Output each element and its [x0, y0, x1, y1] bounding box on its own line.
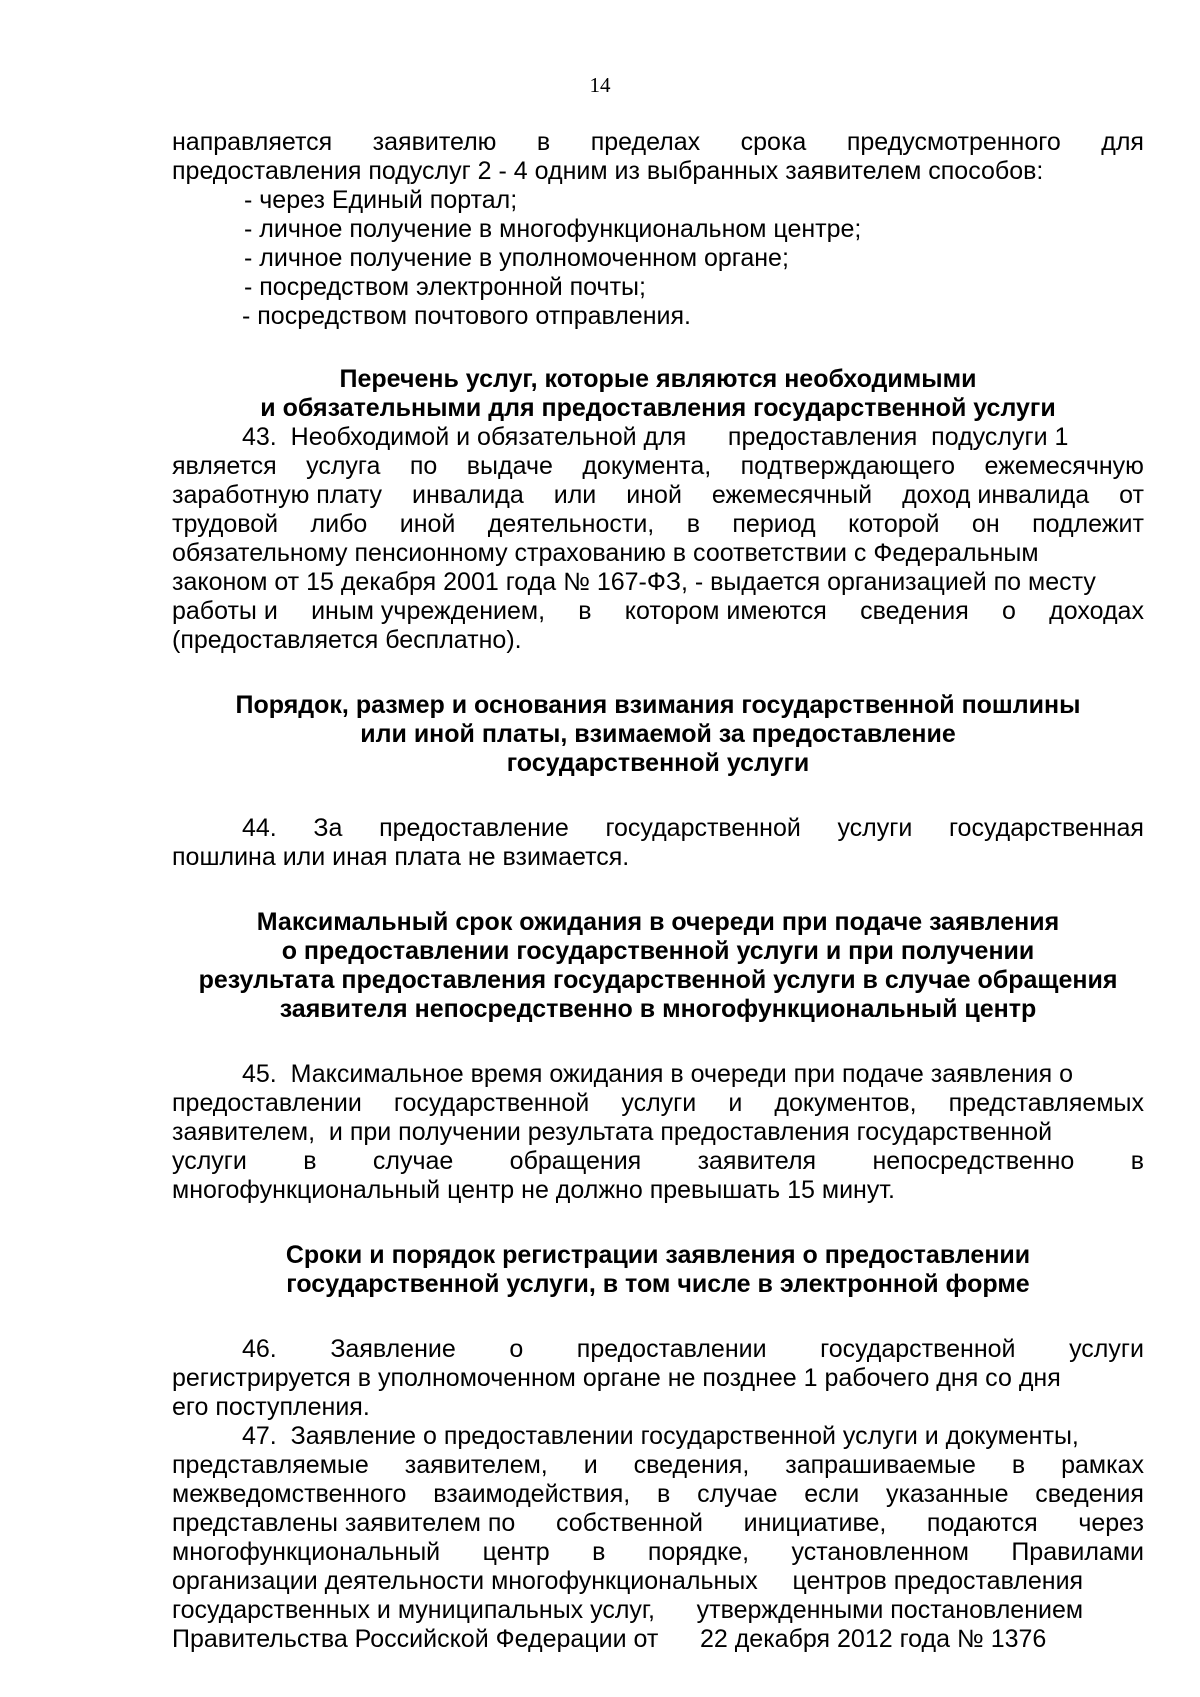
list-item: - посредством почтового отправления.: [242, 302, 691, 330]
word: и: [583, 1451, 598, 1479]
page-number: 14: [589, 73, 611, 97]
word: о: [509, 1335, 524, 1363]
word: в: [657, 1480, 671, 1508]
word: порядке,: [647, 1538, 750, 1566]
word: инвалида: [412, 481, 524, 509]
justified-line: [172, 1089, 1144, 1118]
word: взаимодействия,: [433, 1480, 631, 1508]
word: предусмотренного: [846, 128, 1061, 156]
word: предоставление: [379, 814, 569, 842]
section-heading-line: Перечень услуг, которые являются необходимыми: [339, 365, 977, 393]
word: услуги: [172, 1147, 247, 1175]
word: рамках: [1061, 1451, 1144, 1479]
word: заявителю: [372, 128, 497, 156]
word: ежемесячный: [711, 481, 873, 509]
list-item: - личное получение в уполномоченном органе;: [244, 244, 789, 272]
word: выдаче: [466, 452, 553, 480]
word: через: [1078, 1509, 1144, 1537]
section-heading-line: Максимальный срок ожидания в очереди при подаче заявления: [256, 908, 1060, 936]
word: 46.: [242, 1335, 277, 1363]
section-heading-line: или иной платы, взимаемой за предоставление: [360, 720, 956, 748]
word: собственной: [555, 1509, 704, 1537]
word: для: [1101, 128, 1144, 156]
word: период: [732, 510, 816, 538]
word: либо: [310, 510, 368, 538]
word: по: [409, 452, 438, 480]
list-item: - личное получение в многофункциональном центре;: [244, 215, 862, 243]
justified-line: [172, 597, 1144, 626]
word: сведения: [1035, 1480, 1144, 1508]
justified-line: [172, 1509, 1144, 1538]
word: государственной: [820, 1335, 1016, 1363]
word: услуги: [837, 814, 913, 842]
word: государственная: [948, 814, 1144, 842]
word: установленном: [791, 1538, 969, 1566]
word: государственной: [393, 1089, 590, 1117]
text-line: организации деятельности многофункциональных центров предоставления: [172, 1567, 1084, 1595]
word: котором имеются: [624, 597, 827, 625]
justified-line: [172, 1451, 1144, 1480]
word: представлены заявителем по: [172, 1509, 516, 1537]
word: случае: [372, 1147, 454, 1175]
word: многофункциональный: [172, 1538, 441, 1566]
word: в: [1130, 1147, 1144, 1175]
section-heading-line: государственной услуги, в том числе в электронной форме: [286, 1270, 1030, 1298]
word: Правилами: [1011, 1538, 1144, 1566]
word: в: [303, 1147, 317, 1175]
section-heading-line: о предоставлении государственной услуги и при получении: [281, 937, 1035, 965]
word: в: [578, 597, 592, 625]
justified-line: [172, 1538, 1144, 1567]
word: документов,: [774, 1089, 917, 1117]
justified-line: [172, 128, 1144, 157]
word: пределах: [590, 128, 701, 156]
word: деятельности,: [487, 510, 655, 538]
paragraph-45-line: 45. Максимальное время ожидания в очереди при подаче заявления о: [242, 1060, 1074, 1088]
word: в: [592, 1538, 606, 1566]
text-line: (предоставляется бесплатно).: [172, 626, 522, 654]
paragraph-47-line: 47. Заявление о предоставлении государственной услуги и документы,: [242, 1422, 1079, 1450]
word: заявителем,: [404, 1451, 548, 1479]
justified-line: [172, 452, 1144, 481]
word: подлежит: [1032, 510, 1144, 538]
word: предоставлении: [576, 1335, 767, 1363]
word: подаются: [926, 1509, 1038, 1537]
word: и: [728, 1089, 743, 1117]
paragraph-43-line: 43. Необходимой и обязательной для предоставления подуслуги 1: [242, 423, 1069, 451]
word: он: [971, 510, 1000, 538]
word: услуги: [621, 1089, 697, 1117]
justified-line: [172, 510, 1144, 539]
document-body: [172, 128, 1144, 1654]
word: направляется: [172, 128, 333, 156]
section-heading-line: и обязательными для предоставления государственной услуги: [260, 394, 1056, 422]
word: заработную плату: [172, 481, 383, 509]
justified-line: [172, 1480, 1144, 1509]
word: о: [1002, 597, 1016, 625]
word: подтверждающего: [740, 452, 956, 480]
word: иной: [399, 510, 456, 538]
word: которой: [848, 510, 940, 538]
text-line: обязательному пенсионному страхованию в соответствии с Федеральным: [172, 539, 1039, 567]
word: в: [686, 510, 700, 538]
word: межведомственного: [172, 1480, 407, 1508]
word: срока: [740, 128, 807, 156]
word: если: [804, 1480, 860, 1508]
section-heading-line: результата предоставления государственной услуги в случае обращения: [198, 966, 1118, 994]
section-heading-line: государственной услуги: [506, 749, 810, 777]
list-item: - посредством электронной почты;: [244, 273, 646, 301]
word: документа,: [582, 452, 712, 480]
section-heading-line: Сроки и порядок регистрации заявления о предоставлении: [285, 1241, 1031, 1269]
word: заявителя: [697, 1147, 817, 1175]
word: Заявление: [330, 1335, 456, 1363]
justified-line: [172, 1147, 1144, 1176]
text-line: пошлина или иная плата не взимается.: [172, 843, 630, 871]
list-item: - через Единый портал;: [244, 186, 518, 214]
section-heading-line: Порядок, размер и основания взимания государственной пошлины: [235, 691, 1081, 719]
word: непосредственно: [872, 1147, 1075, 1175]
word: доходах: [1049, 597, 1144, 625]
word: иным учреждением,: [311, 597, 546, 625]
word: представляемых: [948, 1089, 1144, 1117]
text-line: заявителем, и при получении результата предоставления государственной: [172, 1118, 1053, 1146]
word: государственной: [605, 814, 801, 842]
justified-line: [172, 1335, 1144, 1364]
word: случае: [697, 1480, 778, 1508]
word: запрашиваемые: [785, 1451, 976, 1479]
word: в: [536, 128, 551, 156]
justified-line: [172, 814, 1144, 843]
word: работы и: [172, 597, 278, 625]
text-line: многофункциональный центр не должно превышать 15 минут.: [172, 1176, 895, 1204]
word: ежемесячную: [984, 452, 1144, 480]
text-line: его поступления.: [172, 1393, 370, 1421]
word: трудовой: [172, 510, 279, 538]
word: предоставлении: [172, 1089, 362, 1117]
word: инициативе,: [743, 1509, 887, 1537]
word: сведения,: [633, 1451, 750, 1479]
word: иной: [626, 481, 682, 509]
word: За: [313, 814, 343, 842]
word: услуги: [1069, 1335, 1144, 1363]
text-line: регистрируется в уполномоченном органе не позднее 1 рабочего дня со дня: [172, 1364, 1061, 1392]
word: или: [553, 481, 597, 509]
text-line: законом от 15 декабря 2001 года № 167-ФЗ, - выдается организацией по месту: [172, 568, 1096, 596]
text-line: государственных и муниципальных услуг, утвержденными постановлением: [172, 1596, 1084, 1624]
word: центр: [482, 1538, 550, 1566]
justified-line: [172, 481, 1144, 510]
section-heading-line: заявителя непосредственно в многофункциональный центр: [279, 995, 1037, 1023]
word: от: [1119, 481, 1144, 509]
word: является: [172, 452, 277, 480]
word: в: [1011, 1451, 1026, 1479]
text-line: предоставления подуслуг 2 - 4 одним из выбранных заявителем способов:: [172, 157, 1044, 185]
text-line: Правительства Российской Федерации от 22 декабря 2012 года № 1376: [172, 1625, 1047, 1653]
word: обращения: [509, 1147, 642, 1175]
word: услуга: [306, 452, 381, 480]
word: сведения: [860, 597, 969, 625]
word: представляемые: [172, 1451, 369, 1479]
word: доход инвалида: [902, 481, 1090, 509]
word: указанные: [886, 1480, 1009, 1508]
word: 44.: [242, 814, 277, 842]
